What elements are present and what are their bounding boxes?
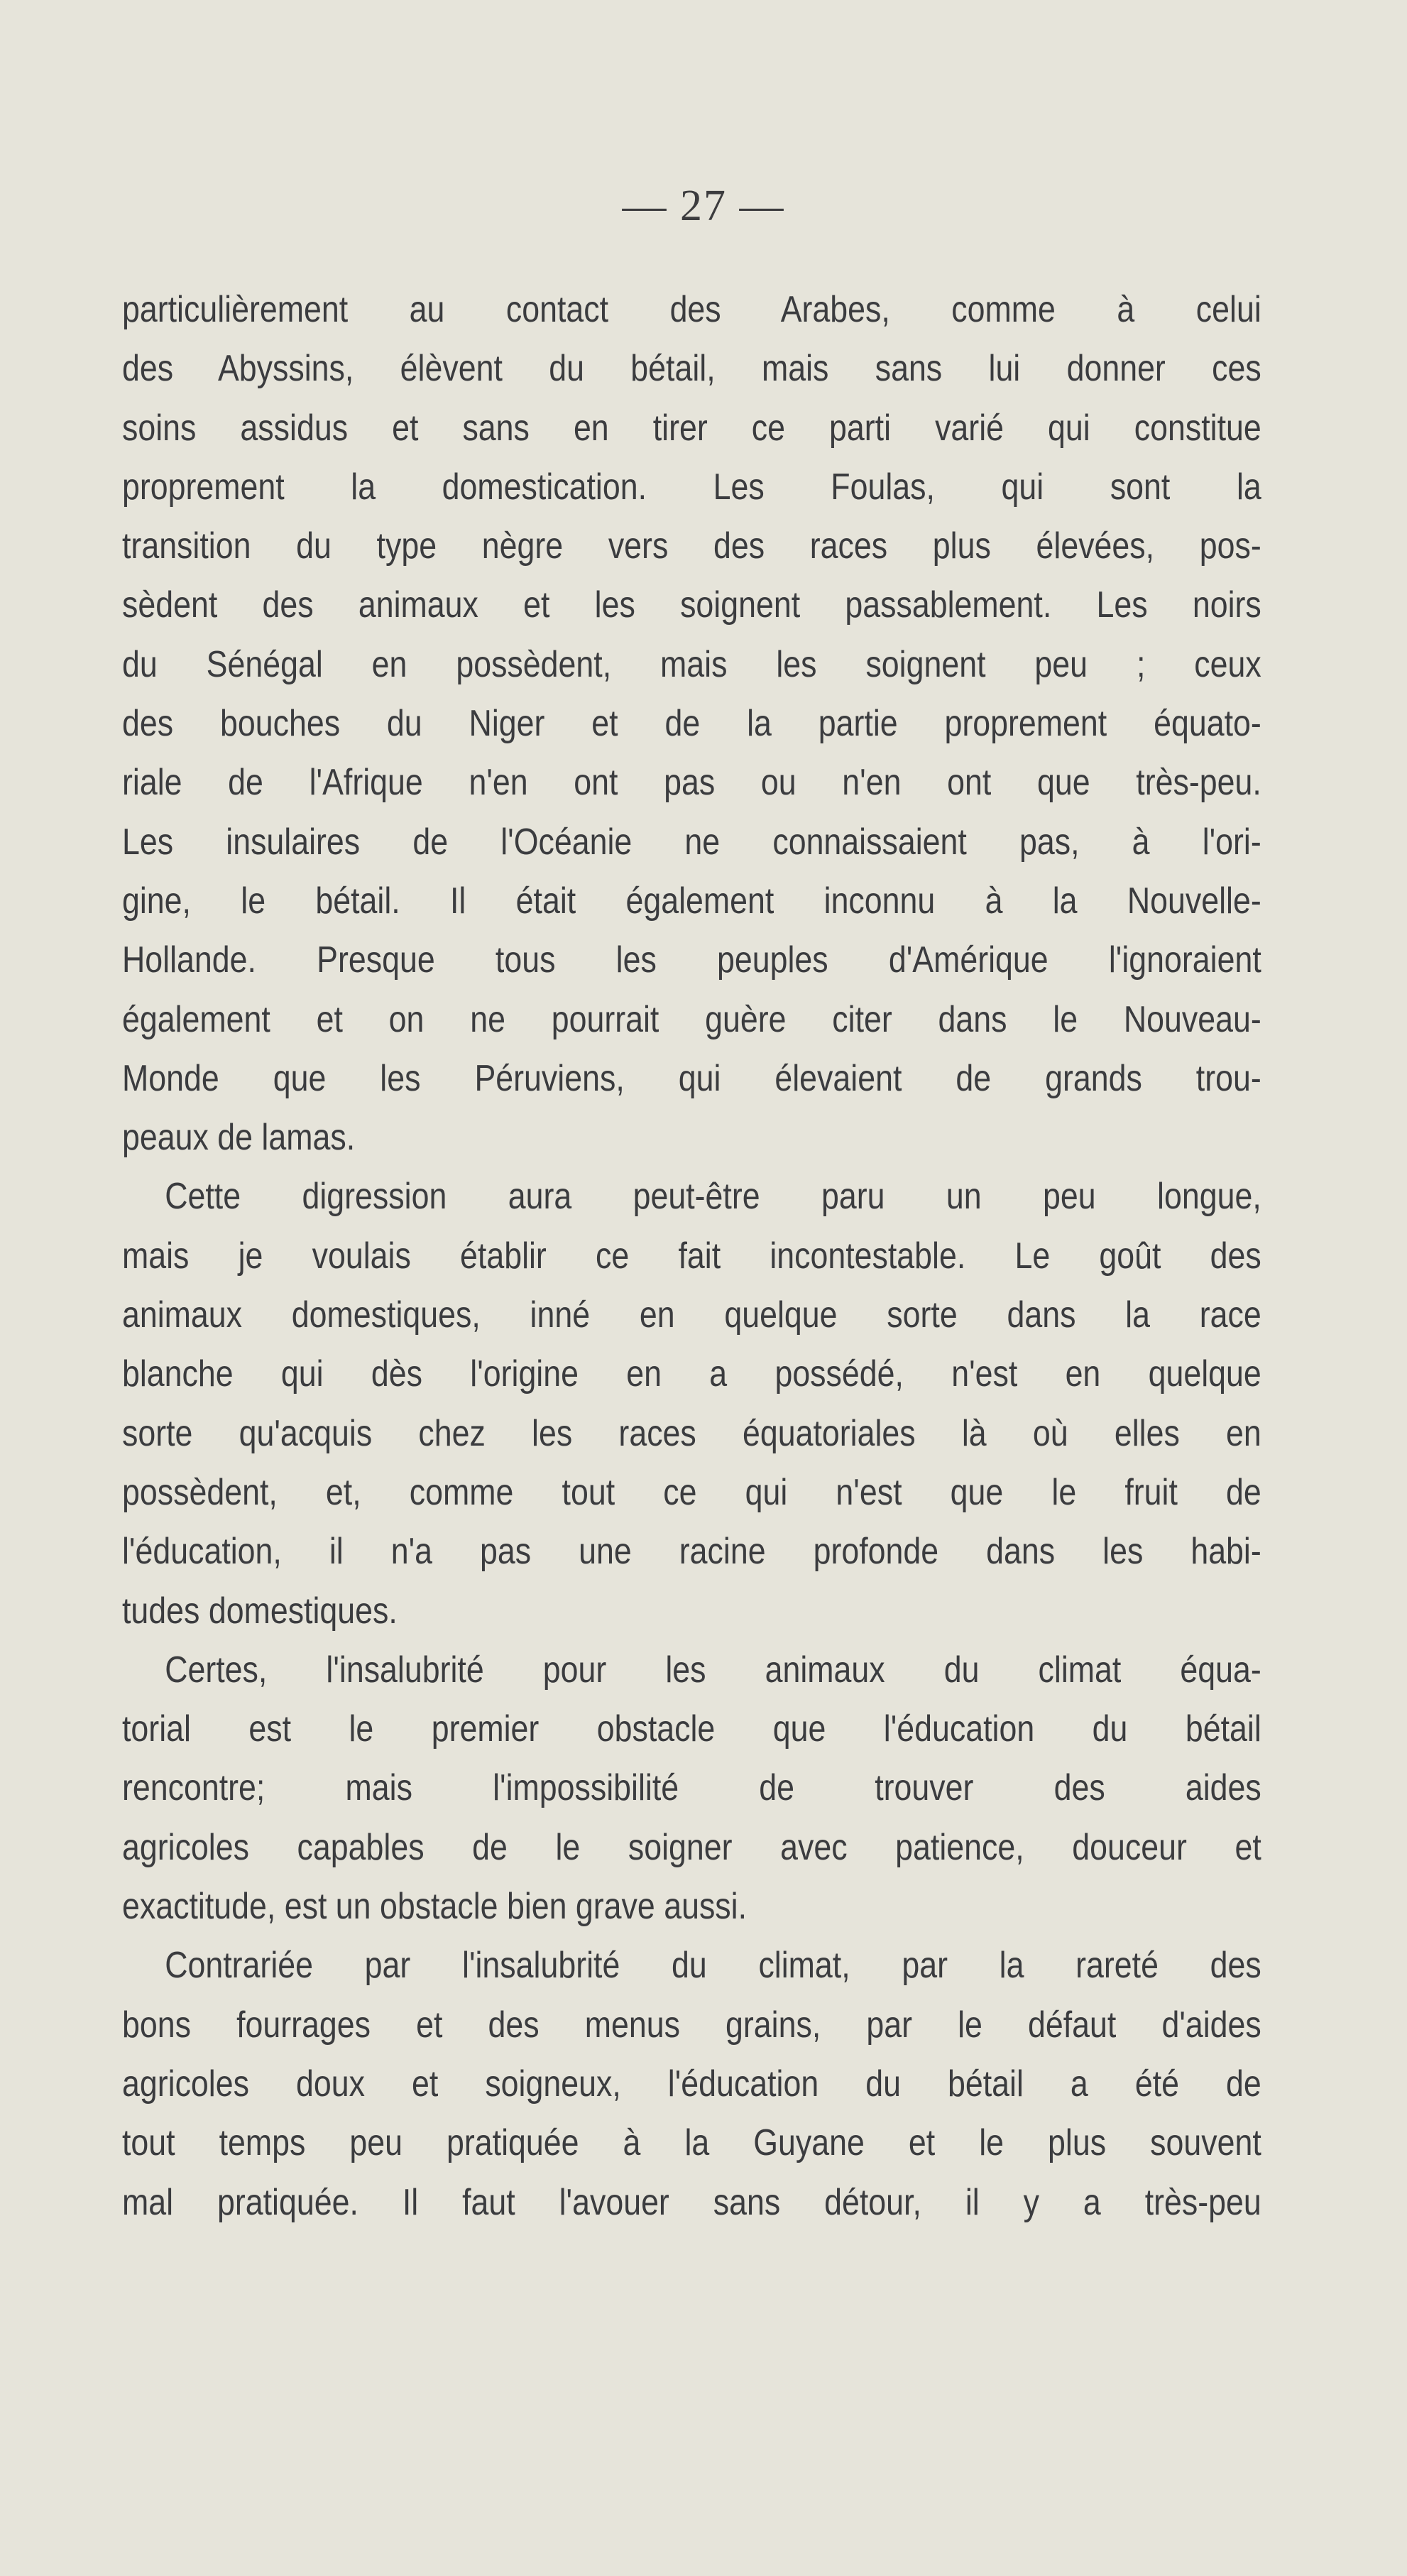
text-line: tout temps peu pratiquée à la Guyane et le plus souvent: [122, 2122, 1261, 2164]
text-line: peaux de lamas.: [122, 1117, 356, 1159]
text-line: des bouches du Niger et de la partie proprement équato-: [122, 703, 1261, 745]
text-line: tudes domestiques.: [122, 1590, 398, 1632]
text-line: proprement la domestication. Les Foulas, qui sont la: [122, 466, 1261, 508]
text-line: mal pratiquée. Il faut l'avouer sans détour, il y a très-peu: [122, 2181, 1261, 2223]
text-line: particulièrement au contact des Arabes, comme à celui: [122, 289, 1261, 330]
text-line: sorte qu'acquis chez les races équatoriales là où elles en: [122, 1412, 1261, 1454]
text-line: Les insulaires de l'Océanie ne connaissaient pas, à l'ori-: [122, 821, 1261, 863]
text-line: transition du type nègre vers des races plus élevées, pos-: [122, 525, 1261, 567]
text-line: soins assidus et sans en tirer ce parti varié qui constitue: [122, 407, 1261, 449]
text-line: l'éducation, il n'a pas une racine profonde dans les habi-: [122, 1531, 1261, 1573]
text-line: rencontre; mais l'impossibilité de trouver des aides: [122, 1767, 1261, 1809]
text-line: exactitude, est un obstacle bien grave aussi.: [122, 1886, 748, 1928]
text-line: blanche qui dès l'origine en a possédé, n'est en quelque: [122, 1353, 1261, 1395]
text-line: riale de l'Afrique n'en ont pas ou n'en ont que très-peu.: [122, 762, 1261, 804]
text-line: agricoles capables de le soigner avec patience, douceur et: [122, 1826, 1261, 1868]
page-number: — 27 —: [622, 182, 785, 230]
text-line: Contrariée par l'insalubrité du climat, par la rareté des: [165, 1945, 1261, 1987]
text-line: gine, le bétail. Il était également inconnu à la Nouvelle-: [122, 880, 1261, 922]
text-line: Certes, l'insalubrité pour les animaux du climat équa-: [165, 1649, 1261, 1691]
text-line: Cette digression aura peut-être paru un peu longue,: [165, 1176, 1261, 1218]
text-line: Monde que les Péruviens, qui élevaient de grands trou-: [122, 1057, 1261, 1099]
text-line: Hollande. Presque tous les peuples d'Amérique l'ignoraient: [122, 939, 1261, 981]
text-line: des Abyssins, élèvent du bétail, mais sans lui donner ces: [122, 348, 1261, 390]
text-line: agricoles doux et soigneux, l'éducation du bétail a été de: [122, 2063, 1261, 2105]
text-line: mais je voulais établir ce fait incontestable. Le goût des: [122, 1235, 1261, 1277]
body-text: [122, 280, 1261, 2232]
text-line: bons fourrages et des menus grains, par le défaut d'aides: [122, 2004, 1261, 2046]
text-line: également et on ne pourrait guère citer dans le Nouveau-: [122, 998, 1261, 1040]
text-line: sèdent des animaux et les soignent passablement. Les noirs: [122, 584, 1261, 626]
text-line: du Sénégal en possèdent, mais les soignent peu ; ceux: [122, 643, 1261, 685]
text-line: possèdent, et, comme tout ce qui n'est que le fruit de: [122, 1471, 1261, 1513]
text-line: animaux domestiques, inné en quelque sorte dans la race: [122, 1294, 1261, 1336]
text-line: torial est le premier obstacle que l'éducation du bétail: [122, 1708, 1261, 1750]
